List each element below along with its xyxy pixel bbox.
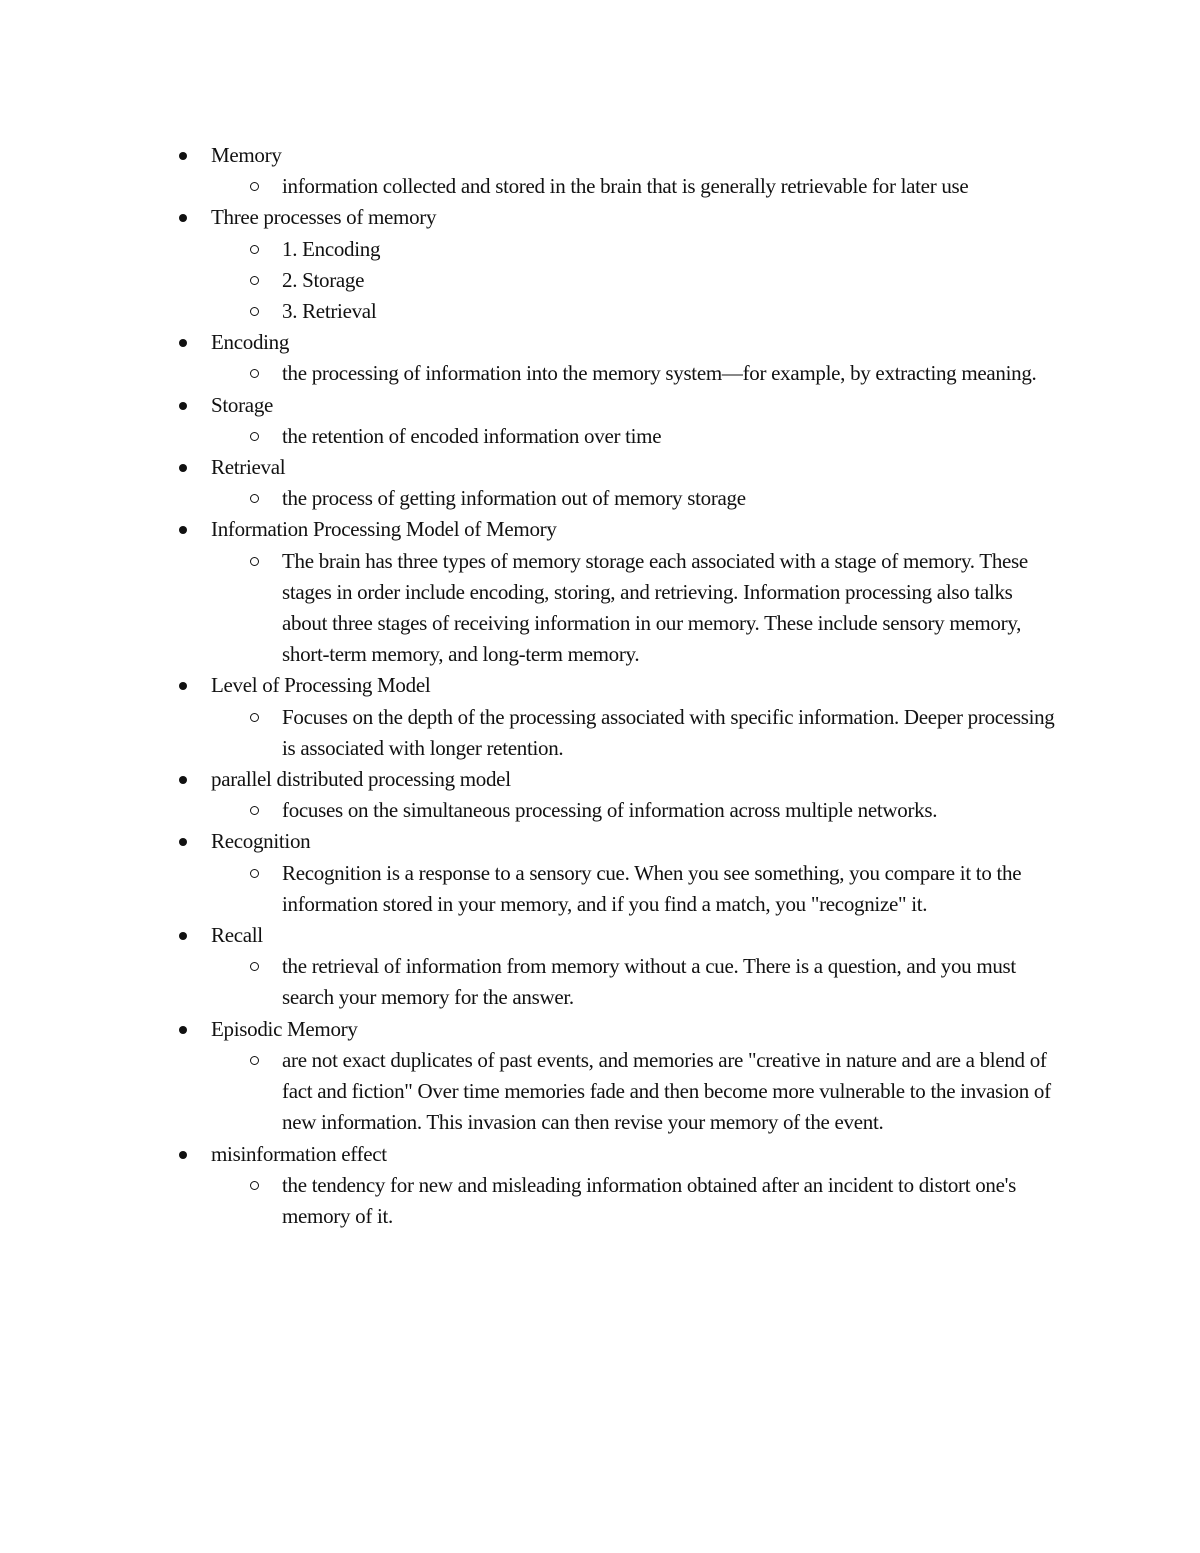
- sub-list-item: [0, 234, 1062, 265]
- sub-list-item: [0, 421, 1062, 452]
- term: parallel distributed processing model: [211, 767, 511, 792]
- term: Episodic Memory: [211, 1016, 358, 1041]
- term: Level of Processing Model: [211, 673, 431, 698]
- sub-list-item: [0, 265, 1062, 296]
- bullet-icon: [179, 339, 187, 347]
- definition: 3. Retrieval: [282, 299, 377, 324]
- hollow-bullet-icon: [250, 369, 259, 378]
- sub-list-item: [0, 1045, 1062, 1139]
- hollow-bullet-icon: [250, 557, 259, 566]
- sub-list-item: [0, 702, 1062, 764]
- definition: Recognition is a response to a sensory cue. When you see something, you compare it to the information stored in your memory, and if you find a match, you "recognize" it.: [282, 860, 1022, 916]
- bullet-icon: [179, 838, 187, 846]
- list-item: [0, 390, 1071, 421]
- bullet-icon: [179, 1026, 187, 1034]
- term: Three processes of memory: [211, 205, 437, 230]
- list-item: [0, 202, 1071, 233]
- bullet-icon: [179, 1151, 187, 1159]
- bullet-icon: [179, 776, 187, 784]
- hollow-bullet-icon: [250, 276, 259, 285]
- notes-list: [0, 140, 1200, 1232]
- list-item: [0, 1014, 1071, 1045]
- list-item: [0, 764, 1071, 795]
- sub-list-item: [0, 296, 1062, 327]
- term: Memory: [211, 143, 282, 167]
- list-item: [0, 140, 1071, 171]
- definition: The brain has three types of memory storage each associated with a stage of memory. These stages in order include encoding, storing, and retrieving. Information processing also talks about three stages of receiving information in our memory. These include sensory memory, short-term memory, and long-term memory.: [282, 548, 1028, 667]
- hollow-bullet-icon: [250, 713, 259, 722]
- hollow-bullet-icon: [250, 869, 259, 878]
- list-item: [0, 670, 1071, 701]
- list-item: [0, 452, 1071, 483]
- sub-list-item: [0, 951, 1062, 1013]
- hollow-bullet-icon: [250, 1181, 259, 1190]
- bullet-icon: [179, 464, 187, 472]
- definition: focuses on the simultaneous processing of information across multiple networks.: [282, 798, 938, 823]
- list-item: [0, 826, 1071, 857]
- definition: the process of getting information out of memory storage: [282, 486, 746, 511]
- term: Storage: [211, 392, 274, 417]
- definition: Focuses on the depth of the processing associated with specific information. Deeper processing is associated with longer retention.: [282, 704, 1055, 760]
- definition: 1. Encoding: [282, 236, 381, 261]
- term: Recall: [211, 923, 263, 948]
- sub-list-item: [0, 1170, 1062, 1232]
- hollow-bullet-icon: [250, 432, 259, 441]
- sub-list-item: [0, 795, 1062, 826]
- hollow-bullet-icon: [250, 1056, 259, 1065]
- definition: the retention of encoded information over time: [282, 423, 662, 448]
- definition: the retrieval of information from memory without a cue. There is a question, and you must search your memory for the answer.: [282, 954, 1016, 1010]
- bullet-icon: [179, 152, 187, 160]
- bullet-icon: [179, 214, 187, 222]
- sub-list-item: [0, 483, 1062, 514]
- sub-list-item: [0, 858, 1062, 920]
- definition: information collected and stored in the brain that is generally retrievable for later use: [282, 174, 969, 199]
- sub-list-item: [0, 358, 1062, 389]
- term: Encoding: [211, 330, 290, 355]
- list-item: [0, 1139, 1071, 1170]
- hollow-bullet-icon: [250, 182, 259, 191]
- bullet-icon: [179, 526, 187, 534]
- list-item: [0, 920, 1071, 951]
- definition: 2. Storage: [282, 267, 365, 292]
- hollow-bullet-icon: [250, 245, 259, 254]
- term: Retrieval: [211, 455, 286, 480]
- bullet-icon: [179, 402, 187, 410]
- hollow-bullet-icon: [250, 494, 259, 503]
- sub-list-item: [0, 171, 1062, 202]
- term: Recognition: [211, 829, 311, 854]
- bullet-icon: [179, 682, 187, 690]
- hollow-bullet-icon: [250, 962, 259, 971]
- definition: the tendency for new and misleading information obtained after an incident to distort one's memory of it.: [282, 1172, 1017, 1228]
- list-item: [0, 327, 1071, 358]
- list-item: [0, 514, 1071, 545]
- bullet-icon: [179, 932, 187, 940]
- term: misinformation effect: [211, 1141, 387, 1166]
- hollow-bullet-icon: [250, 307, 259, 316]
- term: Information Processing Model of Memory: [211, 517, 557, 542]
- hollow-bullet-icon: [250, 806, 259, 815]
- definition: the processing of information into the memory system—for example, by extracting meaning.: [282, 361, 1037, 386]
- definition: are not exact duplicates of past events, and memories are "creative in nature and are a blend of fact and fiction" Over time memories fade and then become more vulnerable to the invasion of new information. This invasion can then revise your memory of the event.: [282, 1047, 1051, 1135]
- sub-list-item: [0, 546, 1062, 671]
